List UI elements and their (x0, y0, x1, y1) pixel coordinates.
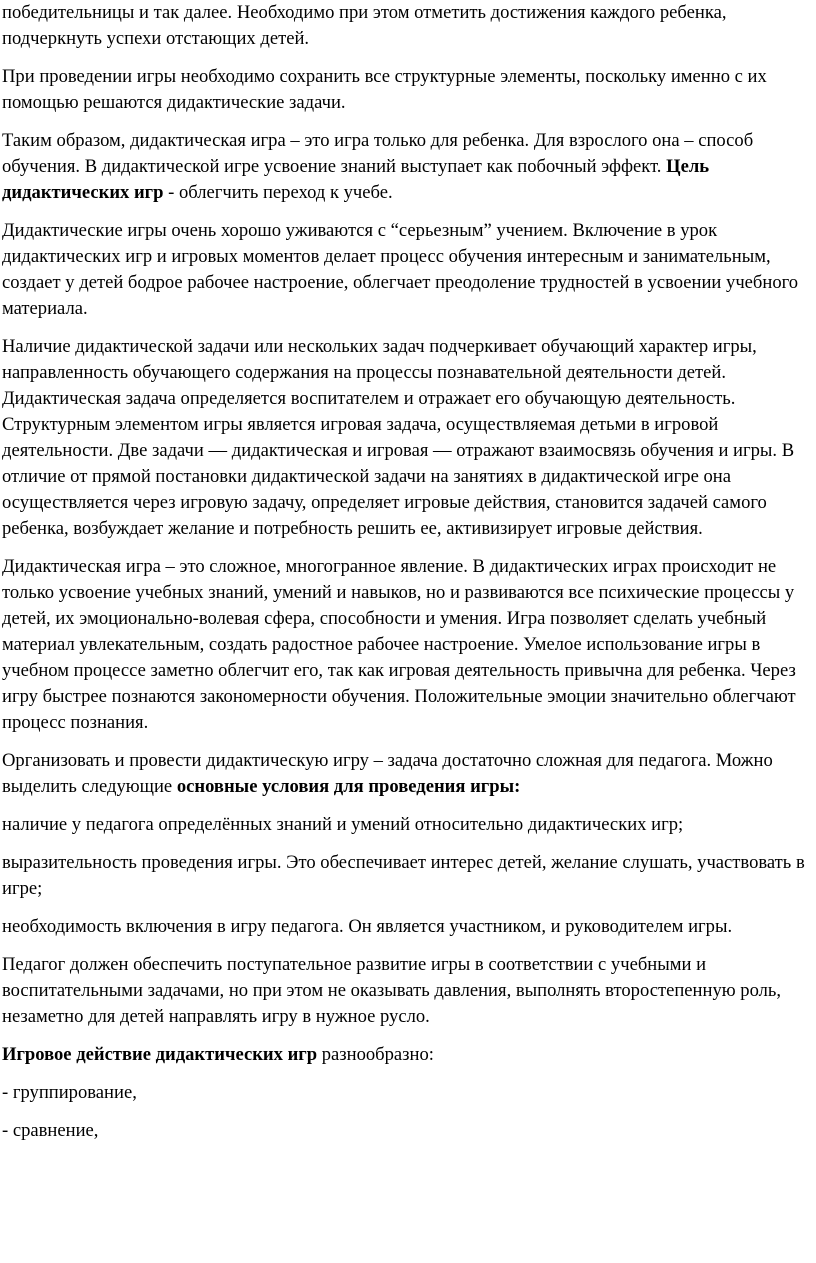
paragraph-1 (2, 0, 816, 52)
paragraph-12-bold-term: Игровое действие дидактических игр (2, 1044, 318, 1065)
paragraph-3-bold-term: Цель дидактических игр (2, 156, 710, 203)
paragraph-9 (2, 850, 816, 902)
list-item-grouping-text: - группирование, (2, 1082, 137, 1103)
paragraph-7-text: Организовать и провести дидактическую игру – задача достаточно сложная для педагога. Можно выделить следующие (2, 750, 773, 797)
list-item-comparison-text: - сравнение, (2, 1120, 99, 1141)
paragraph-6 (2, 554, 816, 736)
paragraph-7 (2, 748, 816, 800)
paragraph-3-text: Таким образом, дидактическая игра – это игра только для ребенка. Для взрослого она – способ обучения. В дидактической игре усвоение знаний выступает как побочный эффект. (2, 130, 754, 177)
paragraph-4-text: Дидактические игры очень хорошо уживаются с “серьезным” учением. Включение в урок дидактических игр и игровых моментов делает процесс обучения интересным и занимательным, создает у детей бодрое рабочее настроение, облегчает преодоление трудностей в усвоении учебного материала. (2, 220, 799, 319)
paragraph-11 (2, 952, 816, 1030)
paragraph-7-bold-term: основные условия для проведения игры: (176, 776, 521, 797)
paragraph-10-text: необходимость включения в игру педагога. Он является участником, и руководителем игры. (2, 916, 733, 937)
paragraph-5 (2, 334, 816, 542)
paragraph-6-text: Дидактическая игра – это сложное, многогранное явление. В дидактических играх происходит не только усвоение учебных знаний, умений и навыков, но и развиваются все психические процессы у детей, их эмоционально-волевая сфера, способности и умения. Игра позволяет сделать учебный материал увлекательным, создать радостное рабочее настроение. Умелое использование игры в учебном процессе заметно облегчит его, так как игровая деятельность привычна для ребенка. Через игру быстрее познаются закономерности обучения. Положительные эмоции значительно облегчают процесс познания. (2, 556, 796, 733)
paragraph-9-text: выразительность проведения игры. Это обеспечивает интерес детей, желание слушать, участвовать в игре; (2, 852, 805, 899)
paragraph-4 (2, 218, 816, 322)
list-item-comparison (2, 1118, 816, 1144)
paragraph-10 (2, 914, 816, 940)
paragraph-8-text: наличие у педагога определённых знаний и умений относительно дидактических игр; (2, 814, 684, 835)
paragraph-1-text: победительницы и так далее. Необходимо при этом отметить достижения каждого ребенка, подчеркнуть успехи отстающих детей. (2, 2, 727, 49)
paragraph-3 (2, 128, 816, 206)
paragraph-5-text: Наличие дидактической задачи или нескольких задач подчеркивает обучающий характер игры, направленность обучающего содержания на процессы познавательной деятельности детей. Дидактическая задача определяется воспитателем и отражает его обучающую деятельность. Структурным элементом игры является игровая задача, осуществляемая детьми в игровой деятельности. Две задачи — дидактическая и игровая — отражают взаимосвязь обучения и игры. В отличие от прямой постановки дидактической задачи на занятиях в дидактической игре она осуществляется через игровую задачу, определяет игровые действия, становится задачей самого ребенка, возбуждает желание и потребность решить ее, активизирует игровые действия. (2, 336, 795, 539)
paragraph-12 (2, 1042, 816, 1068)
paragraph-11-text: Педагог должен обеспечить поступательное развитие игры в соответствии с учебными и воспитательными задачами, но при этом не оказывать давления, выполнять второстепенную роль, незаметно для детей направлять игру в нужное русло. (2, 954, 782, 1027)
list-item-grouping (2, 1080, 816, 1106)
paragraph-3-text-end: - облегчить переход к учебе. (163, 182, 393, 203)
paragraph-12-text: разнообразно: (317, 1044, 434, 1065)
paragraph-8 (2, 812, 816, 838)
paragraph-2-text: При проведении игры необходимо сохранить все структурные элементы, поскольку именно с их помощью решаются дидактические задачи. (2, 66, 767, 113)
paragraph-2 (2, 64, 816, 116)
